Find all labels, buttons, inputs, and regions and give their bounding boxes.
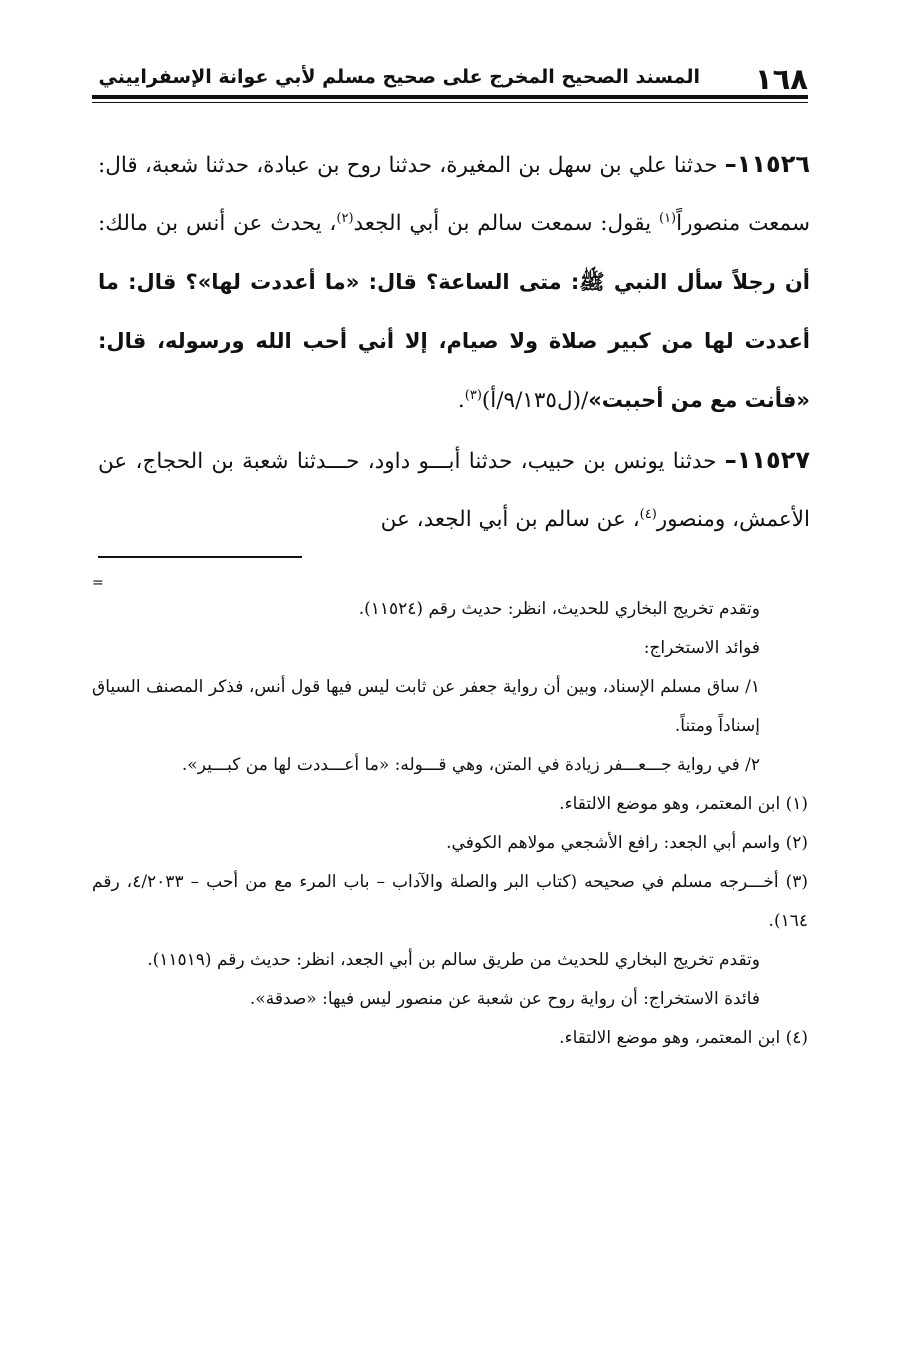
hadith-isnad: حدثنا يونس بن حبيب، حدثنا أبـــو داود، حـــدثنا شعبة بن الحجاج، عن الأعمش، ومنصور: [98, 449, 810, 532]
footnote-separator: [98, 556, 302, 558]
page-number: ١٦٨: [754, 62, 808, 96]
hadith-11526: [98, 135, 810, 430]
footnote-3-continuation: وتقدم تخريج البخاري للحديث من طريق سالم بن أبي الجعد، انظر: حديث رقم (١١٥١٩).: [147, 950, 760, 970]
hadith-11527: [98, 431, 810, 549]
hadith-dash: –: [724, 446, 737, 474]
footnote-4: (٤) ابن المعتمر، وهو موضع الالتقاء.: [559, 1028, 808, 1048]
footnote-ref-1: (١): [658, 210, 677, 226]
hadith-end: .: [457, 388, 465, 413]
fawaid-item-1: ١/ ساق مسلم الإسناد، وبين أن رواية جعفر عن ثابت ليس فيها قول أنس، فذكر المصنف السياق إسناداً ومتناً.: [92, 677, 760, 736]
footnote-ref-4: (٤): [639, 506, 657, 522]
running-title: المسند الصحيح المخرج على صحيح مسلم لأبي عوانة الإسفراييني: [98, 66, 700, 88]
hadith-number: ١١٥٢٧: [736, 446, 810, 474]
hadith-number: ١١٥٢٦: [736, 150, 810, 178]
page-header: [92, 60, 808, 96]
hadith-dash: –: [724, 150, 737, 178]
fawaid-item-2: ٢/ في رواية جـــعـــفر زيادة في المتن، وهي قـــوله: «ما أعـــددت لها من كبـــير».: [181, 755, 760, 775]
footnote-3-fawaid: فائدة الاستخراج: أن رواية روح عن شعبة عن منصور ليس فيها: «صدقة».: [249, 989, 760, 1009]
hadith-isnad: ، عن سالم بن أبي الجعد، عن: [380, 507, 640, 532]
continuation-mark: =: [92, 575, 104, 591]
fawaid-title: فوائد الاستخراج:: [643, 638, 760, 658]
manuscript-ref: /(ل٩/١٣٥/أ): [481, 388, 589, 413]
footnote-2: (٢) واسم أبي الجعد: رافع الأشجعي مولاهم الكوفي.: [446, 833, 808, 853]
footnote-ref-3: (٣): [464, 387, 482, 403]
footnote-continuation: وتقدم تخريج البخاري للحديث، انظر: حديث رقم (١١٥٢٤).: [358, 599, 760, 619]
hadith-isnad: ، يحدث عن أنس بن مالك:: [98, 211, 337, 236]
footnotes: [92, 590, 808, 1058]
hadith-isnad: يقول: سمعت سالم بن أبي الجعد: [353, 211, 652, 236]
hadith-isnad: حدثنا علي بن سهل بن المغيرة، حدثنا روح بن عبادة، حدثنا شعبة، قال: سمعت منصوراً: [98, 153, 810, 236]
footnote-ref-2: (٢): [336, 210, 354, 226]
header-rule-thin: [92, 102, 808, 103]
footnote-3: (٣) أخـــرجه مسلم في صحيحه (كتاب البر والصلة والآداب – باب المرء مع من أحب – ٤/٢٠٣٣، رقم ١٦٤).: [92, 872, 809, 931]
header-rule-thick: [92, 95, 808, 99]
hadith-matn: أن رجلاً سأل النبي ﷺ: متى الساعة؟ قال: «ما أعددت لها»؟ قال: ما أعددت لها من كبير صلاة ولا صيام، إلا أني أحب الله ورسوله، قال: «فأنت مع من أحببت»: [98, 270, 810, 412]
main-text: [98, 135, 810, 550]
footnote-1: (١) ابن المعتمر، وهو موضع الالتقاء.: [559, 794, 808, 814]
